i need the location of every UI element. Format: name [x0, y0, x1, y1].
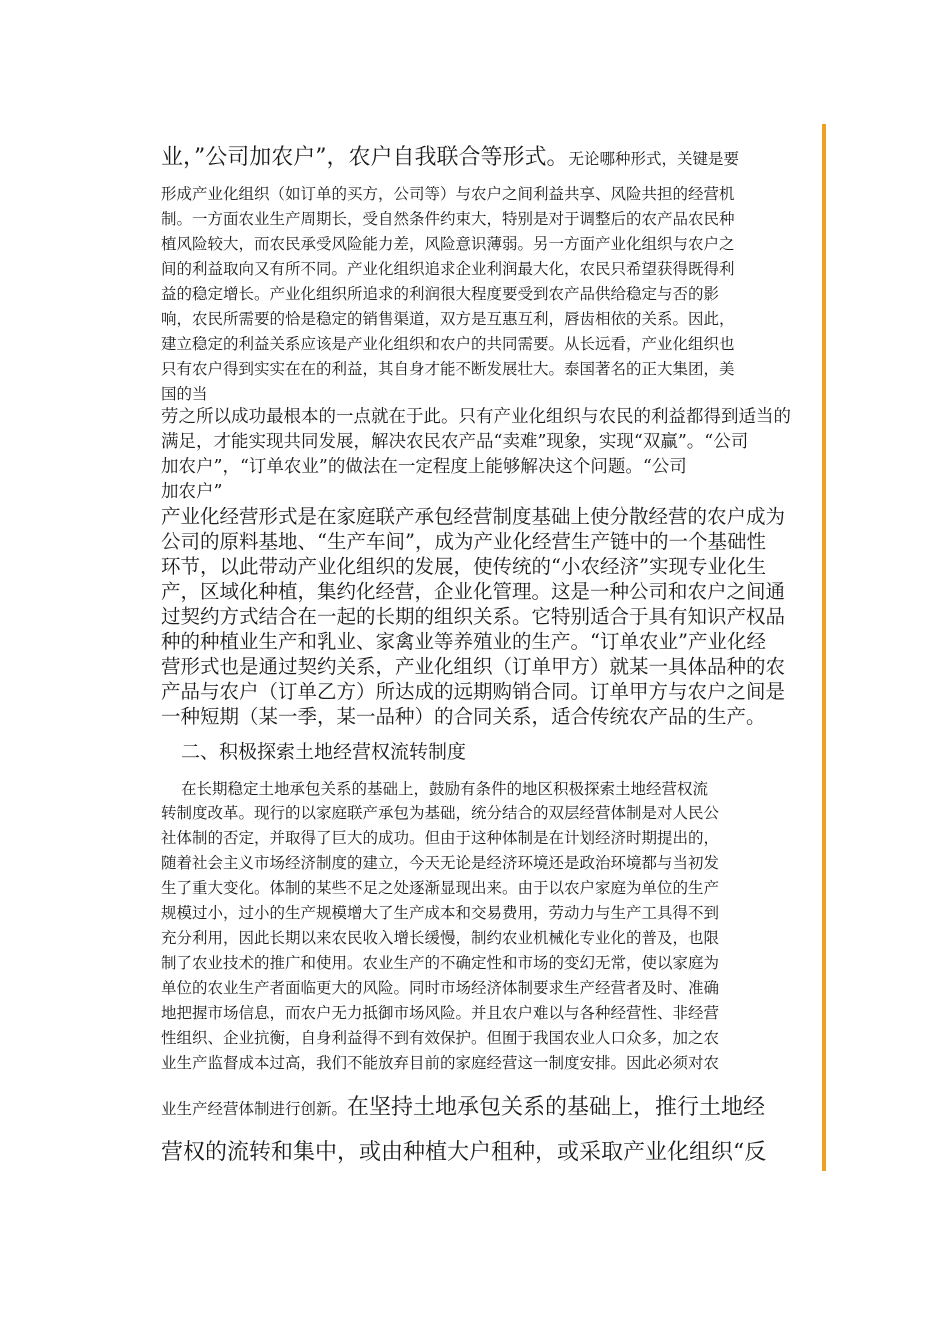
text-line: 转制度改革。现行的以家庭联产承包为基础，统分结合的双层经营体制是对人民公 [161, 804, 720, 822]
text-line: 产业化经营形式是在家庭联产承包经营制度基础上使分散经营的农户成为 [161, 505, 786, 528]
text-line: 种的种植业生产和乳业、家禽业等养殖业的生产。“订单农业”产业化经 [161, 630, 766, 653]
text-line: 随着社会主义市场经济制度的建立，今天无论是经济环境还是政治环境都与当初发 [161, 854, 720, 872]
text-line: 业，”公司加农户”，农户自我联合等形式。无论哪种形式，关键是要 [161, 145, 740, 170]
text-line: 在长期稳定土地承包关系的基础上，鼓励有条件的地区积极探索土地经营权流 [181, 780, 709, 798]
text-line: 业生产经营体制进行创新。在坚持土地承包关系的基础上，推行土地经 [161, 1095, 766, 1120]
text-line: 环节，以此带动产业化组织的发展，使传统的“小农经济”实现专业化生 [161, 555, 766, 578]
text-line: 规模过小，过小的生产规模增大了生产成本和交易费用，劳动力与生产工具得不到 [161, 904, 720, 922]
text-line: 间的利益取向又有所不同。产业化组织追求企业利润最大化，农民只希望获得既得利 [161, 260, 735, 278]
text-line: 营权的流转和集中，或由种植大户租种，或采取产业化组织“反 [161, 1140, 767, 1165]
text-line: 产品与农户（订单乙方）所达成的远期购销合同。订单甲方与农户之间是 [161, 680, 786, 703]
text-line: 劳之所以成功最根本的一点就在于此。只有产业化组织与农民的利益都得到适当的 [161, 407, 791, 427]
text-line: 性组织、企业抗衡，自身利益得不到有效保护。但囿于我国农业人口众多，加之农 [161, 1029, 720, 1047]
text-line: 过契约方式结合在一起的长期的组织关系。它特别适合于具有知识产权品 [161, 605, 786, 628]
text-line: 一种短期（某一季，某一品种）的合同关系，适合传统农产品的生产。 [161, 705, 766, 728]
text-line: 生了重大变化。体制的某些不足之处逐渐显现出来。由于以农户家庭为单位的生产 [161, 879, 720, 897]
text-line: 加农户” [161, 482, 223, 502]
text-line: 国的当 [161, 385, 208, 403]
text-line: 公司的原料基地、“生产车间”，成为产业化经营生产链中的一个基础性 [161, 530, 766, 553]
text-line: 建立稳定的利益关系应该是产业化组织和农户的共同需要。从长远看，产业化组织也 [161, 335, 735, 353]
text-line: 只有农户得到实实在在的利益，其自身才能不断发展壮大。泰国著名的正大集团，美 [161, 360, 735, 378]
text-line: 满足，才能实现共同发展，解决农民农产品“卖难”现象，实现“双赢”。“公司 [161, 432, 749, 452]
text-line: 地把握市场信息，而农户无力抵御市场风险。并且农户难以与各种经营性、非经营 [161, 1004, 720, 1022]
text-line: 形成产业化组织（如订单的买方，公司等）与农户之间利益共享、风险共担的经营机 [161, 185, 735, 203]
text-line: 单位的农业生产者面临更大的风险。同时市场经济体制要求生产经营者及时、准确 [161, 979, 720, 997]
text-line: 业生产监督成本过高，我们不能放弃目前的家庭经营这一制度安排。因此必须对农 [161, 1054, 720, 1072]
text-line: 植风险较大，而农民承受风险能力差，风险意识薄弱。另一方面产业化组织与农户之 [161, 235, 735, 253]
text-line: 加农户”，“订单农业”的做法在一定程度上能够解决这个问题。“公司 [161, 457, 687, 477]
margin-accent-bar [822, 124, 826, 1171]
text-line: 制。一方面农业生产周期长，受自然条件约束大，特别是对于调整后的农产品农民种 [161, 210, 735, 228]
text-line: 益的稳定增长。产业化组织所追求的利润很大程度要受到农产品供给稳定与否的影 [161, 285, 720, 303]
text-line: 社体制的否定，并取得了巨大的成功。但由于这种体制是在计划经济时期提出的， [161, 829, 720, 847]
text-line: 产，区域化种植，集约化经营，企业化管理。这是一种公司和农户之间通 [161, 580, 786, 603]
text-line: 响，农民所需要的恰是稳定的销售渠道，双方是互惠互利，唇齿相依的关系。因此， [161, 310, 735, 328]
text-line: 充分利用，因此长期以来农民收入增长缓慢，制约农业机械化专业化的普及，也限 [161, 929, 720, 947]
text-line: 营形式也是通过契约关系，产业化组织（订单甲方）就某一具体品种的农 [161, 655, 786, 678]
section-heading: 二、积极探索土地经营权流转制度 [181, 741, 467, 763]
text-line: 制了农业技术的推广和使用。农业生产的不确定性和市场的变幻无常，使以家庭为 [161, 954, 720, 972]
